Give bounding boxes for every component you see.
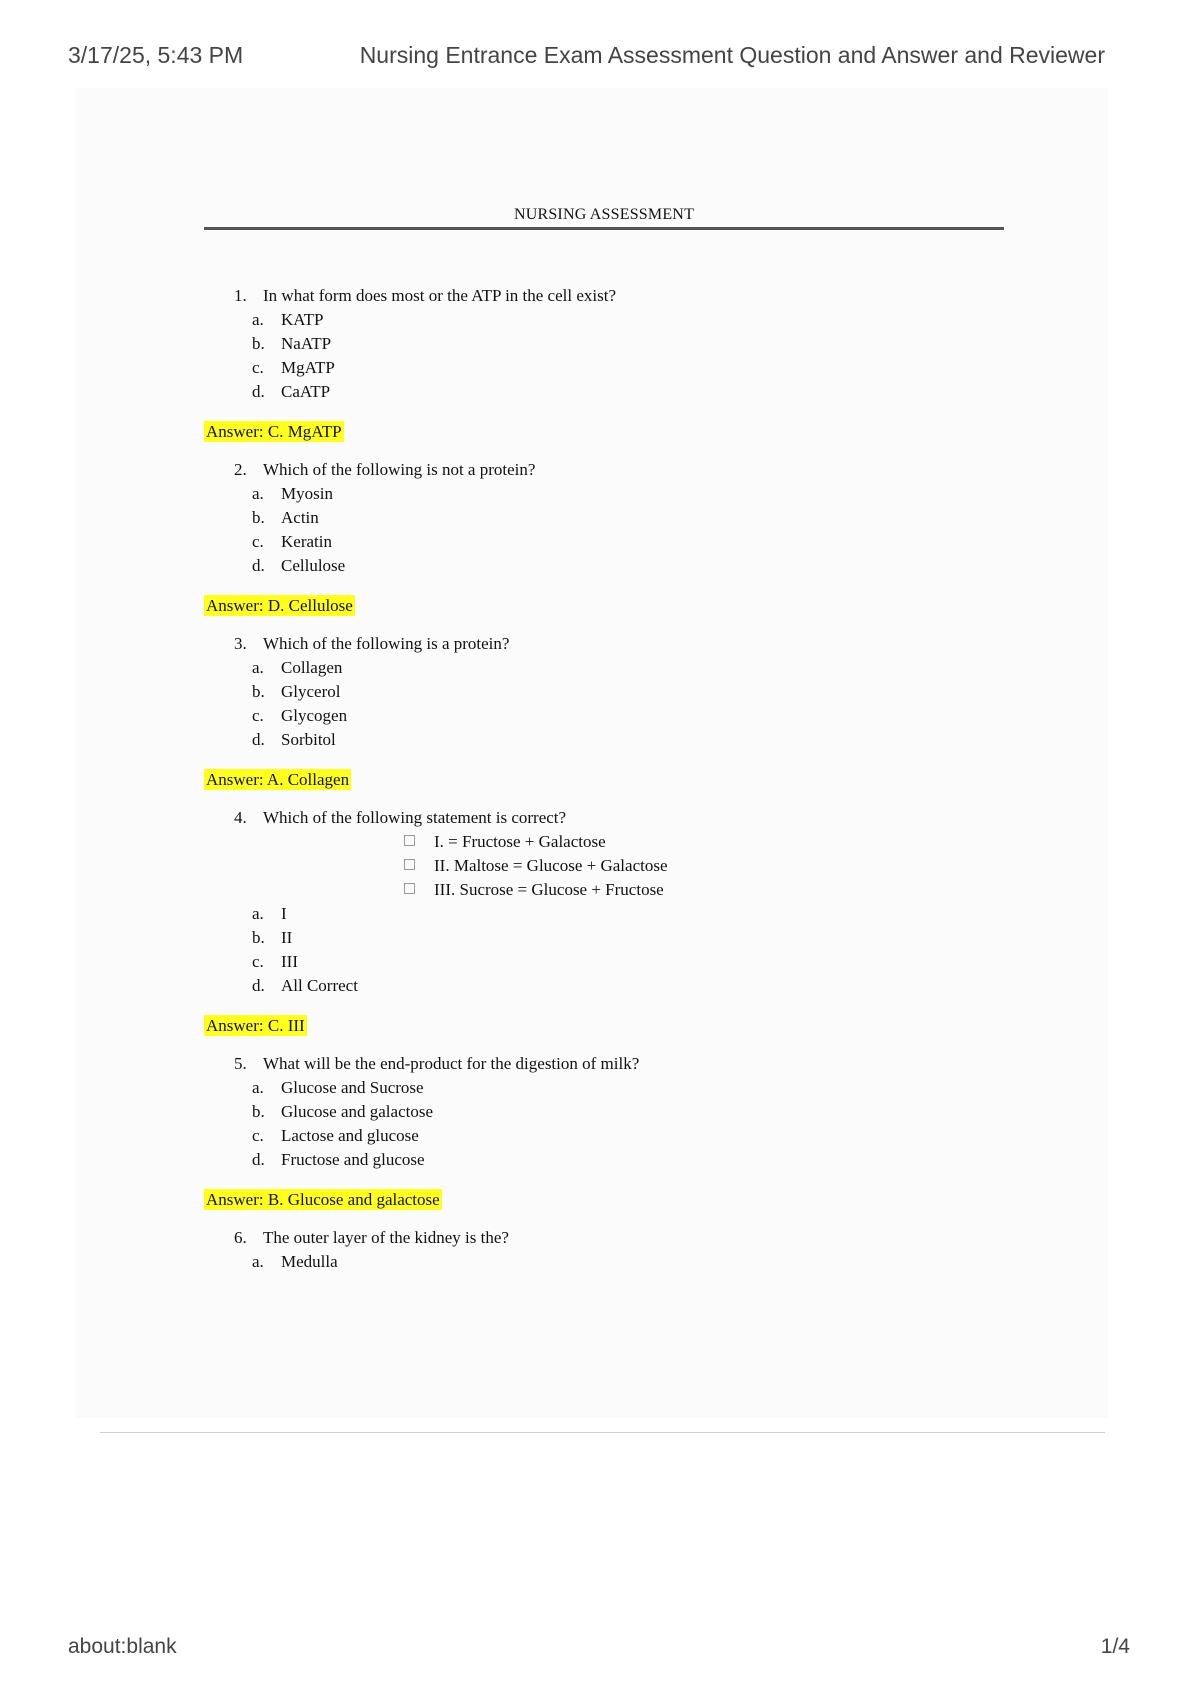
question (204, 806, 1004, 1038)
option-item (204, 926, 1004, 950)
option-list (204, 482, 1004, 578)
statement-text: II. Maltose = Glucose + Galactose (434, 856, 668, 875)
option-text: Keratin (281, 532, 332, 551)
option-letter: d. (252, 976, 265, 995)
option-letter: a. (252, 484, 264, 503)
question-stem (204, 284, 1004, 308)
option-letter: d. (252, 730, 265, 749)
option-text: II (281, 928, 293, 947)
answer-row (204, 768, 1004, 792)
option-letter: b. (252, 928, 265, 947)
option-item (204, 554, 1004, 578)
print-document-title: Nursing Entrance Exam Assessment Question and Answer and Reviewer (359, 42, 1105, 68)
option-text: MgATP (281, 358, 335, 377)
question-stem (204, 806, 1004, 830)
option-text: Fructose and glucose (281, 1150, 425, 1169)
option-item (204, 728, 1004, 752)
answer-row (204, 594, 1004, 618)
option-item (204, 530, 1004, 554)
option-text: Myosin (281, 484, 333, 503)
option-text: Lactose and glucose (281, 1126, 419, 1145)
statement-item (204, 878, 1004, 902)
option-text: Cellulose (281, 556, 346, 575)
answer-highlight: Answer: C. MgATP (206, 422, 342, 441)
answer-highlight: Answer: B. Glucose and galactose (206, 1190, 440, 1209)
question-stem (204, 632, 1004, 656)
option-item (204, 950, 1004, 974)
option-text: CaATP (281, 382, 331, 401)
answer-row (204, 420, 1004, 444)
heading-rule (204, 227, 1004, 230)
option-text: III (281, 952, 298, 971)
question (204, 1052, 1004, 1212)
question-stem (204, 458, 1004, 482)
statement-list (204, 830, 1004, 902)
question-stem (204, 1052, 1004, 1076)
print-url: about:blank (68, 1635, 177, 1658)
option-list (204, 656, 1004, 752)
question (204, 1226, 1004, 1274)
option-text: I (281, 904, 287, 923)
option-text: Medulla (281, 1252, 338, 1271)
document-heading: NURSING ASSESSMENT (513, 206, 695, 223)
option-text: Glucose and Sucrose (281, 1078, 424, 1097)
option-letter: a. (252, 1252, 264, 1271)
question (204, 458, 1004, 618)
option-item (204, 356, 1004, 380)
option-item (204, 1250, 1004, 1274)
question (204, 632, 1004, 792)
option-letter: a. (252, 904, 264, 923)
option-letter: b. (252, 508, 265, 527)
option-letter: d. (252, 1150, 265, 1169)
option-letter: c. (252, 952, 264, 971)
option-item (204, 680, 1004, 704)
option-item (204, 482, 1004, 506)
question-text: In what form does most or the ATP in the cell exist? (263, 286, 616, 305)
question-number: 5. (234, 1054, 247, 1073)
square-bullet-icon (404, 859, 415, 870)
question-number: 6. (234, 1228, 247, 1247)
option-text: Glucose and galactose (281, 1102, 433, 1121)
option-list (204, 902, 1004, 998)
option-text: Sorbitol (281, 730, 336, 749)
answer-highlight: Answer: A. Collagen (206, 770, 350, 789)
question-text: Which of the following is a protein? (263, 634, 510, 653)
page-number: 1/4 (1100, 1635, 1130, 1658)
answer-row (204, 1188, 1004, 1212)
option-letter: d. (252, 556, 265, 575)
option-letter: c. (252, 1126, 264, 1145)
option-item (204, 1124, 1004, 1148)
page-bottom-rule (100, 1432, 1105, 1433)
option-list (204, 308, 1004, 404)
option-letter: b. (252, 1102, 265, 1121)
square-bullet-icon (404, 835, 415, 846)
option-letter: a. (252, 310, 264, 329)
option-item (204, 1148, 1004, 1172)
option-letter: c. (252, 706, 264, 725)
option-text: All Correct (281, 976, 358, 995)
option-item (204, 704, 1004, 728)
option-item (204, 1100, 1004, 1124)
option-list (204, 1076, 1004, 1172)
question-stem (204, 1226, 1004, 1250)
square-bullet-icon (404, 883, 415, 894)
option-item (204, 332, 1004, 356)
option-letter: c. (252, 358, 264, 377)
statement-text: III. Sucrose = Glucose + Fructose (434, 880, 664, 899)
option-letter: c. (252, 532, 264, 551)
option-text: Glycerol (281, 682, 341, 701)
option-letter: b. (252, 334, 265, 353)
print-datetime: 3/17/25, 5:43 PM (68, 42, 244, 68)
option-text: KATP (281, 310, 324, 329)
statement-item (204, 830, 1004, 854)
option-text: Actin (281, 508, 319, 527)
answer-row (204, 1014, 1004, 1038)
question-list (204, 284, 1004, 1274)
option-item (204, 656, 1004, 680)
question-number: 4. (234, 808, 247, 827)
option-letter: b. (252, 682, 265, 701)
option-item (204, 902, 1004, 926)
question-text: Which of the following statement is correct? (263, 808, 567, 827)
question-number: 3. (234, 634, 247, 653)
option-text: Glycogen (281, 706, 348, 725)
option-letter: d. (252, 382, 265, 401)
option-letter: a. (252, 658, 264, 677)
answer-highlight: Answer: C. III (206, 1016, 305, 1035)
question-number: 1. (234, 286, 247, 305)
question-number: 2. (234, 460, 247, 479)
option-text: Collagen (281, 658, 343, 677)
option-item (204, 506, 1004, 530)
question-text: The outer layer of the kidney is the? (263, 1228, 509, 1247)
option-item (204, 974, 1004, 998)
option-list (204, 1250, 1004, 1274)
question-text: Which of the following is not a protein? (263, 460, 536, 479)
option-item (204, 308, 1004, 332)
option-item (204, 1076, 1004, 1100)
answer-highlight: Answer: D. Cellulose (206, 596, 353, 615)
option-item (204, 380, 1004, 404)
statement-text: I. = Fructose + Galactose (434, 832, 606, 851)
question (204, 284, 1004, 444)
statement-item (204, 854, 1004, 878)
option-text: NaATP (281, 334, 332, 353)
option-letter: a. (252, 1078, 264, 1097)
question-text: What will be the end-product for the digestion of milk? (263, 1054, 640, 1073)
